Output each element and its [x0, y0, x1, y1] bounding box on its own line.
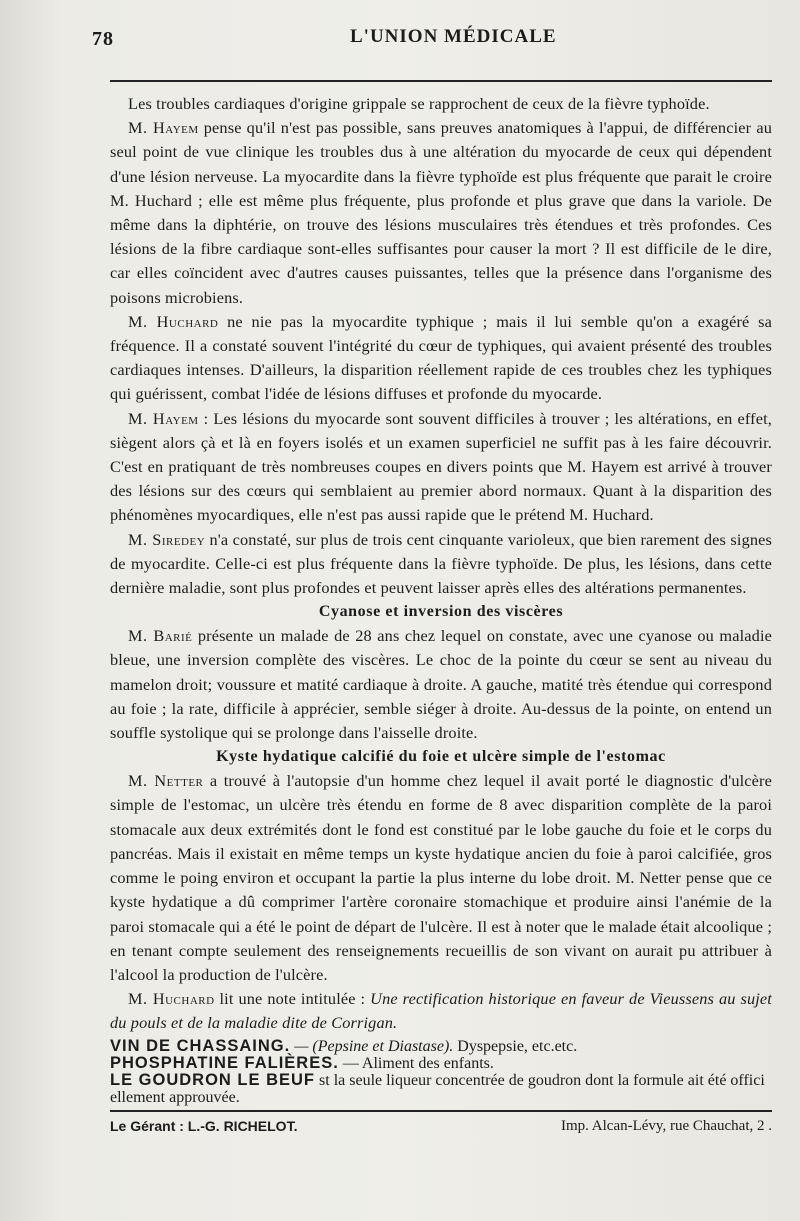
section-heading: Cyanose et inversion des viscères	[318, 603, 564, 621]
paragraph	[110, 407, 772, 528]
article-body	[110, 92, 772, 1036]
paragraph-text: : Les lésions du myocarde sont souvent difficiles à trouver ; les altérations, en effet, siègent alors çà et là en foyers isolés et un examen superficiel ne suffit pas à les faire découvrir. C'est en pratiquant de très nombreuses coupes en divers points que M. Hayem est arrivé à trouver des lésions sur des cœurs qui semblaient au premier abord normaux. Quant à la disparition des phénomènes myocardiques, elle n'est pas aussi rapide que le prétend M. Huchard.	[110, 408, 772, 525]
ad-paren: — (Pepsine et Diastase).	[290, 1037, 454, 1055]
running-head: L'UNION MÉDICALE	[350, 26, 557, 47]
ad-text: st la seule liqueur concentrée de goudron dont la formule ait été offici ellement approuvée.	[110, 1071, 765, 1106]
ad-title: VIN DE CHASSAING.	[110, 1036, 291, 1055]
paragraph-text: a trouvé à l'autopsie d'un homme chez lequel il avait porté le diagnostic d'ulcère simple de l'estomac, un ulcère très étendu en forme de 8 avec disparition complète de la paroi stomacale aux deux extrémités dont le fond est constitué par le lobe gauche du foie et le corps du pancréas. Mais il existait en même temps un kyste hydatique ancien du foie à paroi calcifiée, gros comme le poing environ et occupant la partie la plus interne du lobe droit. M. Netter pense que ce kyste hydatique a dû comprimer l'artère coronaire stomachique et produire ainsi l'anémie de la paroi stomacale qui a été le point de départ de l'ulcère. Il est à noter que le malade était alcoolique ; en tenant compte seulement des renseignements recueillis de son vivant on aurait pu attribuer à l'alcool la production de l'ulcère.	[110, 771, 772, 984]
speaker-name: M. Huchard	[128, 311, 219, 331]
speaker-name: M. Hayem	[128, 118, 199, 138]
ad-title: PHOSPHATINE FALIÈRES.	[110, 1053, 339, 1072]
speaker-name: M. Hayem	[128, 408, 199, 428]
advertisements	[110, 1038, 772, 1106]
header-rule	[110, 80, 772, 82]
footer-rule	[110, 1110, 772, 1112]
section-heading: Kyste hydatique calcifié du foie et ulcère simple de l'estomac	[216, 748, 666, 766]
page-number: 78	[92, 28, 114, 50]
paragraph	[110, 310, 772, 407]
ad-line	[110, 1072, 772, 1106]
page-footer	[110, 1118, 772, 1135]
paragraph-text: pense qu'il n'est pas possible, sans preuves anatomiques à l'appui, de différencier au seul point de vue clinique les troubles dus à une altération du myocarde de ceux qui dépendent d'une lésion nerveuse. La myocardite dans la fièvre typhoïde est plus fréquente que parait le croire M. Huchard ; elle est même plus fréquente, plus profonde et plus grave que dans la variole. De même dans la diphtérie, on trouve des lésions musculaires très étendues et très profondes. Ces lésions de la fibre cardiaque sont-elles suffisantes pour causer la mort ? Il est difficile de le dire, car elles coïncident avec d'autres causes puissantes, telles que la présence dans l'organisme des poisons microbiens.	[110, 118, 772, 307]
paragraph	[110, 528, 772, 601]
paragraph-text: n'a constaté, sur plus de trois cent cinquante varioleux, que bien rarement des signes de myocardite. Celle-ci est plus fréquente dans la fièvre typhoïde. De plus, les lésions, dans cette dernière maladie, sont plus profondes et peuvent laisser après elles des altérations permanentes.	[110, 529, 773, 598]
paragraph-text: ne nie pas la myocardite typhique ; mais il lui semble qu'on a exagéré sa fréquence. Il a constaté souvent l'intégrité du cœur de typhiques, qui avaient présenté des troubles cardiaques intenses. D'ailleurs, la disparition réellement rapide de ces troubles chez les typhiques qui guérissent, combat l'idée de lésions diffuses et profonde du myocarde.	[110, 311, 773, 404]
gerant-line: Le Gérant : L.-G. RICHELOT.	[110, 1117, 298, 1134]
ad-text: — Aliment des enfants.	[338, 1054, 494, 1072]
speaker-name: M. Barié	[128, 626, 193, 646]
ad-line	[110, 1038, 772, 1055]
paragraph-text: présente un malade de 28 ans chez lequel on constate, avec une cyanose ou maladie bleue, une inversion complète des viscères. Le choc de la pointe du cœur se sent au niveau du mamelon droit; voussure et matité cardiaque à droite. A gauche, matité très étendue qui correspond au foie ; la rate, difficile à apprécier, semble siéger à droite. Au-dessus de la pointe, on entend un souffle systolique qui se prolonge dans l'aisselle droite.	[110, 626, 772, 743]
paragraph: Les troubles cardiaques d'origine grippale se rapprochent de ceux de la fièvre typhoïde.	[128, 94, 710, 113]
paragraph-text: lit une note intitulée :	[214, 989, 371, 1009]
note-title: Une rectification historique en faveur de Vieussens au sujet du pouls et de la maladie dite de Corrigan.	[110, 989, 772, 1033]
paragraph	[110, 987, 772, 1035]
speaker-name: M. Siredey	[128, 529, 206, 549]
ad-line	[110, 1055, 772, 1072]
ad-title: LE GOUDRON LE BEUF	[110, 1070, 316, 1089]
paragraph	[110, 116, 772, 310]
ad-text: Dyspepsie, etc.etc.	[453, 1037, 578, 1055]
page-header	[92, 22, 772, 52]
paragraph	[110, 769, 772, 987]
printer-line: Imp. Alcan-Lévy, rue Chauchat, 2 .	[560, 1117, 772, 1134]
speaker-name: M. Huchard	[128, 989, 215, 1009]
speaker-name: M. Netter	[128, 771, 204, 791]
paragraph	[110, 624, 772, 745]
